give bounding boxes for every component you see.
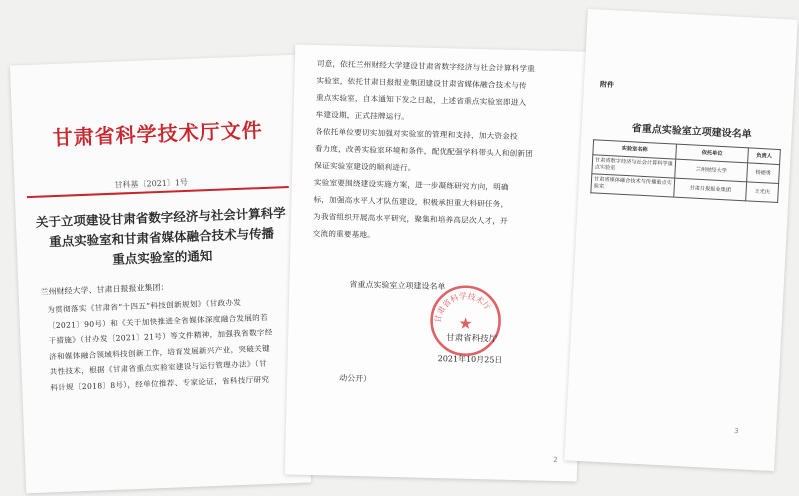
lab-name-cell: 甘肃省媒体融合技术与传播重点实验室: [591, 174, 675, 197]
svg-text:★: ★: [458, 313, 473, 333]
body-line: 科计规〔2018〕8号），经单位推荐、专家论证，省科技厅研究: [50, 374, 270, 392]
body-line: 〔2021〕90号）和《关于加快推进全省媒体深度融合发展的若: [47, 312, 269, 330]
body-line: 各依托单位要切实加强对实验室的管理和支持，加大资金投: [315, 127, 518, 141]
body-line: 牟建设期，正式挂牌运行。: [315, 110, 410, 122]
issue-date: 2021年10月25日: [437, 354, 503, 365]
body-line: 看力度，改善实验室环境和条件，配优配强学科带头人和创新团: [314, 144, 534, 159]
body-line: 干措施》（甘办发〔2021〕21号）等文件精神，加强我省数字经: [48, 327, 273, 346]
title-line: 重点实验室和甘肃省媒体融合技术与传播: [48, 225, 275, 250]
title-line: 关于立项建设甘肃省数字经济与社会计算科学: [35, 205, 287, 230]
lead-cell: 杨德勇: [747, 163, 780, 184]
column-header: 负责人: [748, 148, 781, 165]
disclosure-note: 动公开）: [339, 373, 372, 384]
lab-name-cell: 甘肃省数字经济与社会计算科学重点实验室: [592, 155, 676, 178]
body-text: [312, 55, 578, 248]
svg-text:甘肃省科学技术厅: 甘肃省科学技术厅: [433, 291, 493, 324]
host-unit-cell: 甘肃日报报业集团: [674, 178, 747, 201]
body-line: 重点实验室，自本通知下发之日起，上述省重点实验室即进入: [315, 93, 527, 108]
lab-list-table: [590, 139, 781, 203]
annex-label: 省重点实验室立项建设名单: [349, 279, 446, 292]
lead-cell: 王光庆: [746, 182, 779, 203]
document-header: 甘肃省科学技术厅文件: [52, 117, 264, 151]
document-page-1: [10, 55, 311, 494]
body-line: 为贯彻落实《甘肃省“十四五”科技创新规划》（甘政办发: [47, 297, 242, 315]
body-line: 保证实验室建设的顺利进行。: [314, 160, 416, 173]
page-number: 2: [553, 455, 558, 465]
document-page-3: [564, 9, 797, 471]
body-line: 济和媒体融合领域科技创新工作，培育发展新兴产业，突破关键: [48, 343, 271, 361]
document-title: [30, 203, 294, 273]
document-number: 甘科基〔2021〕1号: [114, 177, 189, 190]
issuer-name: 甘肃省科技厅: [446, 333, 498, 345]
column-header: 实验室名称: [593, 140, 677, 159]
body-line: 标，加强高水平人才队伍建设，积极承担重大科研任务，: [313, 194, 509, 209]
body-line: 实验室要围绕建设实施方案，进一步凝练研究方向，明确: [313, 177, 509, 192]
official-seal-stamp: [428, 283, 504, 359]
host-unit-cell: 兰州财经大学: [675, 159, 748, 182]
body-line: 司意，依托兰州财经大学建设甘肃省数字经济与社会计算科学重: [316, 59, 536, 74]
table-title: 省重点实验室立项建设名单: [631, 123, 752, 141]
body-line: 实验室，依托甘肃日报报业集团建设甘肃省媒体融合技术与传: [316, 76, 527, 91]
body-line: 为我省组织开展高水平研究，聚集和培养高层次人才，开: [312, 211, 508, 226]
body-text: [47, 293, 300, 396]
body-line: 交流的重要基地。: [312, 228, 376, 240]
attachment-label: 附件: [599, 79, 615, 90]
title-line: 重点实验室的通知: [112, 248, 213, 267]
column-header: 依托单位: [676, 144, 749, 163]
addressee: 兰州财经大学、甘肃日报报业集团：: [40, 282, 169, 297]
page-number: 3: [733, 427, 739, 436]
document-page-2: [285, 44, 587, 481]
body-line: 共性技术，根据《甘肃省重点实验室建设与运行管理办法》（甘: [49, 358, 267, 377]
